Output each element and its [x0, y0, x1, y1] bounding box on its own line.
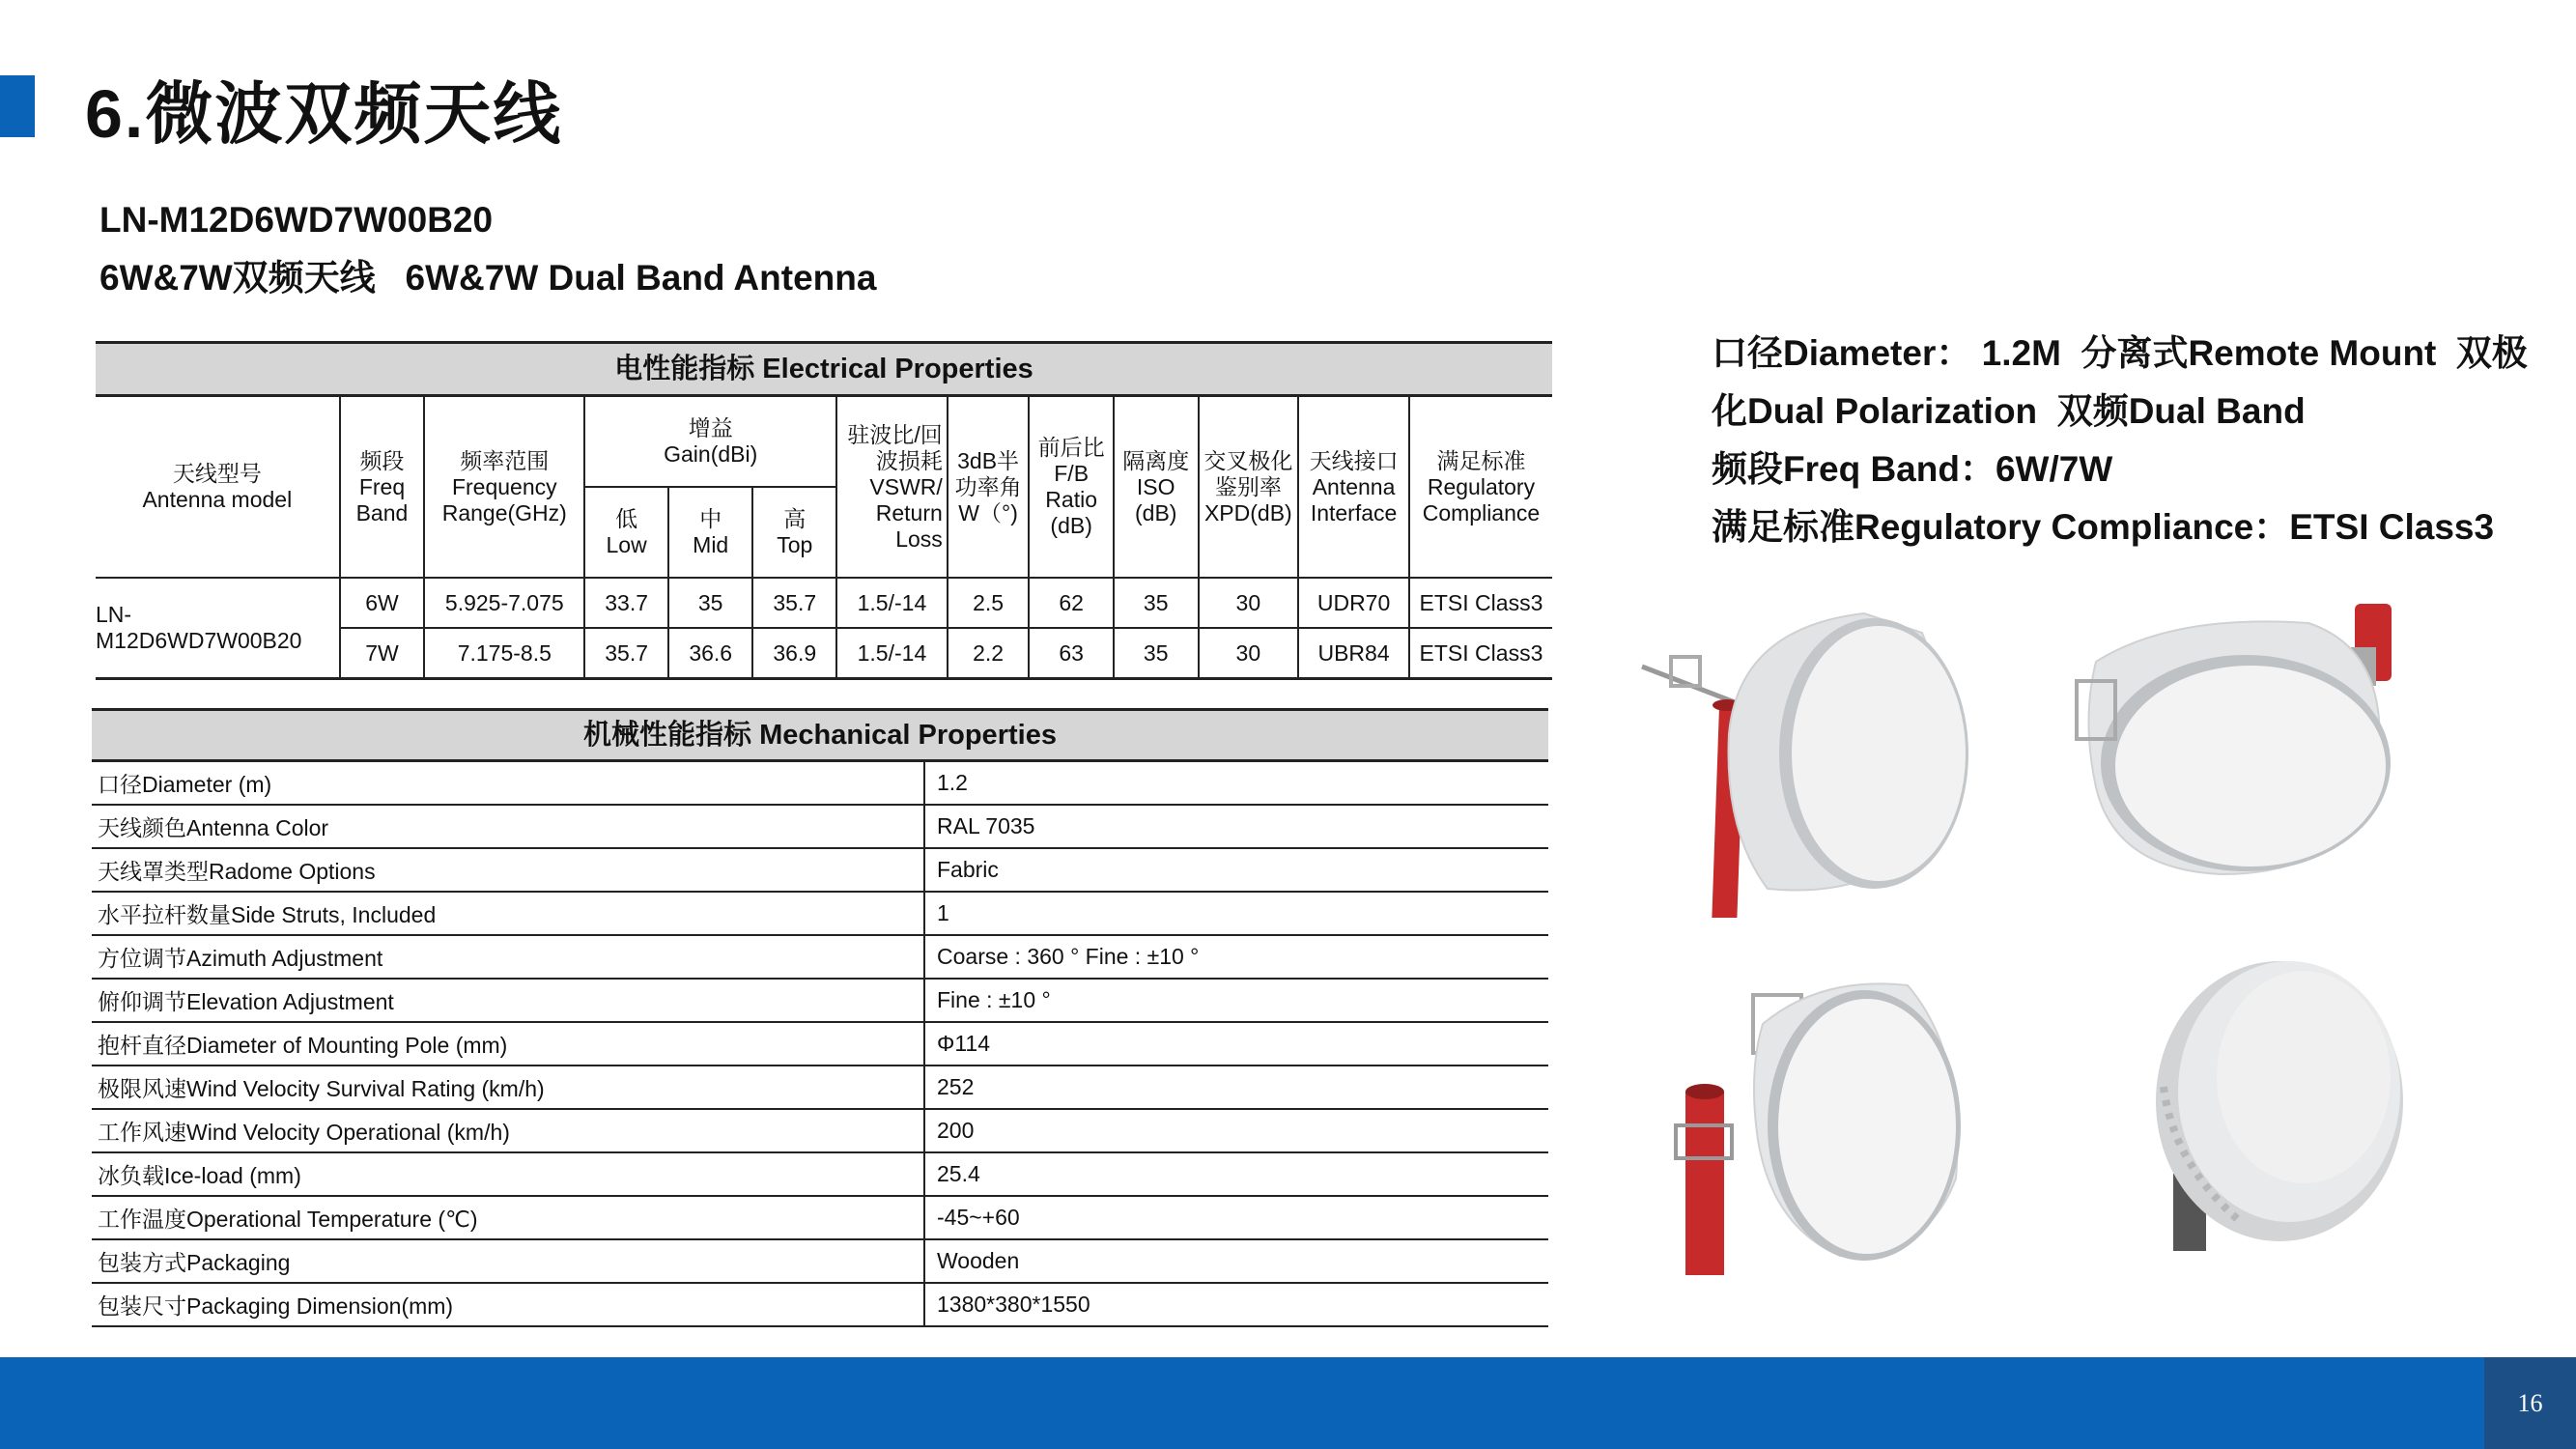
property-label: 口径Diameter (m) — [92, 762, 924, 805]
table-row — [92, 892, 1548, 935]
cell-xpd: 30 — [1199, 628, 1299, 679]
header-beamwidth: 3dB半 功率角 W（°) — [948, 397, 1030, 578]
cell-interface: UBR84 — [1298, 628, 1409, 679]
cell-xpd: 30 — [1199, 578, 1299, 628]
table-row — [92, 848, 1548, 892]
property-value: 1380*380*1550 — [924, 1283, 1548, 1326]
table-row — [92, 1109, 1548, 1152]
table-row — [92, 1239, 1548, 1283]
electrical-section-title: 电性能指标 Electrical Properties — [96, 341, 1552, 397]
model-code: LN-M12D6WD7W00B20 — [99, 200, 494, 240]
property-label: 包装方式Packaging — [92, 1239, 924, 1283]
table-row — [92, 935, 1548, 979]
header-iso: 隔离度 ISO (dB) — [1114, 397, 1199, 578]
cell-beamwidth: 2.5 — [948, 578, 1030, 628]
property-value: 200 — [924, 1109, 1548, 1152]
header-xpd: 交叉极化 鉴别率 XPD(dB) — [1199, 397, 1299, 578]
cell-vswr: 1.5/-14 — [836, 578, 948, 628]
table-row — [92, 1022, 1548, 1065]
mechanical-section-title: 机械性能指标 Mechanical Properties — [92, 708, 1548, 762]
table-row — [92, 805, 1548, 848]
property-value: Wooden — [924, 1239, 1548, 1283]
slide-title: 6.微波双频天线 — [85, 76, 563, 152]
property-value: -45~+60 — [924, 1196, 1548, 1239]
cell-gain-mid: 36.6 — [668, 628, 753, 679]
cell-fb: 63 — [1029, 628, 1114, 679]
property-value: 1 — [924, 892, 1548, 935]
property-value: 1.2 — [924, 762, 1548, 805]
spec-line: 频段Freq Band：6W/7W — [1712, 449, 2113, 489]
spec-line: 满足标准Regulatory Compliance：ETSI Class3 — [1712, 507, 2495, 547]
cell-gain-mid: 35 — [668, 578, 753, 628]
antenna-photo-side — [1632, 609, 1999, 918]
property-value: Φ114 — [924, 1022, 1548, 1065]
property-value: 252 — [924, 1065, 1548, 1109]
table-row — [92, 1283, 1548, 1326]
cell-iso: 35 — [1114, 578, 1199, 628]
property-label: 工作温度Operational Temperature (℃) — [92, 1196, 924, 1239]
header-gain-low: 低 Low — [584, 487, 668, 578]
property-value: Fabric — [924, 848, 1548, 892]
property-value: RAL 7035 — [924, 805, 1548, 848]
cell-gain-top: 35.7 — [752, 578, 836, 628]
cell-gain-top: 36.9 — [752, 628, 836, 679]
table-row — [92, 979, 1548, 1022]
cell-range: 5.925-7.075 — [424, 578, 584, 628]
table-row — [92, 1152, 1548, 1196]
cell-range: 7.175-8.5 — [424, 628, 584, 679]
header-antenna-model: 天线型号 Antenna model — [142, 461, 293, 512]
property-label: 天线颜色Antenna Color — [92, 805, 924, 848]
cell-interface: UDR70 — [1298, 578, 1409, 628]
property-label: 冰负载Ice-load (mm) — [92, 1152, 924, 1196]
antenna-photo-back — [2135, 942, 2424, 1261]
property-label: 抱杆直径Diameter of Mounting Pole (mm) — [92, 1022, 924, 1065]
cell-band: 6W — [340, 578, 425, 628]
cell-iso: 35 — [1114, 628, 1199, 679]
cell-band: 7W — [340, 628, 425, 679]
electrical-properties-table — [96, 341, 1552, 680]
table-row — [92, 1065, 1548, 1109]
title-accent-bar — [0, 75, 35, 137]
model-subtitle: 6W&7W双频天线 6W&7W Dual Band Antenna — [99, 258, 877, 298]
cell-gain-low: 35.7 — [584, 628, 668, 679]
cell-vswr: 1.5/-14 — [836, 628, 948, 679]
property-label: 工作风速Wind Velocity Operational (km/h) — [92, 1109, 924, 1152]
property-value: 25.4 — [924, 1152, 1548, 1196]
antenna-photo-front-angled — [2057, 594, 2444, 894]
header-compliance: 满足标准 Regulatory Compliance — [1409, 397, 1552, 578]
antenna-photo-front-left — [1647, 966, 1975, 1275]
cell-compliance: ETSI Class3 — [1409, 578, 1552, 628]
property-label: 方位调节Azimuth Adjustment — [92, 935, 924, 979]
page-number: 16 — [2484, 1357, 2576, 1449]
model-name-cell: LN- M12D6WD7W00B20 — [96, 578, 340, 679]
header-vswr: 驻波比/回 波损耗 VSWR/ Return Loss — [836, 397, 948, 578]
header-freq-band: 频段 Freq Band — [340, 397, 425, 578]
property-label: 俯仰调节Elevation Adjustment — [92, 979, 924, 1022]
property-label: 包装尺寸Packaging Dimension(mm) — [92, 1283, 924, 1326]
spec-line: 口径Diameter： 1.2M 分离式Remote Mount 双极 — [1712, 333, 2528, 373]
property-label: 水平拉杆数量Side Struts, Included — [92, 892, 924, 935]
cell-fb: 62 — [1029, 578, 1114, 628]
table-row — [92, 762, 1548, 805]
property-value: Coarse : 360 ° Fine : ±10 ° — [924, 935, 1548, 979]
table-row — [96, 578, 1552, 628]
cell-compliance: ETSI Class3 — [1409, 628, 1552, 679]
cell-gain-low: 33.7 — [584, 578, 668, 628]
header-interface: 天线接口 Antenna Interface — [1298, 397, 1409, 578]
header-freq-range: 频率范围 Frequency Range(GHz) — [424, 397, 584, 578]
mechanical-properties-table — [92, 708, 1548, 1327]
header-gain: 增益 Gain(dBi) — [584, 397, 836, 487]
spec-line: 化Dual Polarization 双频Dual Band — [1712, 391, 2306, 431]
table-row — [92, 1196, 1548, 1239]
header-gain-top: 高 Top — [752, 487, 836, 578]
header-fb-ratio: 前后比 F/B Ratio (dB) — [1029, 397, 1114, 578]
property-value: Fine : ±10 ° — [924, 979, 1548, 1022]
footer-bar — [0, 1357, 2576, 1449]
property-label: 天线罩类型Radome Options — [92, 848, 924, 892]
spec-summary — [1712, 325, 2542, 556]
cell-beamwidth: 2.2 — [948, 628, 1030, 679]
property-label: 极限风速Wind Velocity Survival Rating (km/h) — [92, 1065, 924, 1109]
header-gain-mid: 中 Mid — [668, 487, 753, 578]
